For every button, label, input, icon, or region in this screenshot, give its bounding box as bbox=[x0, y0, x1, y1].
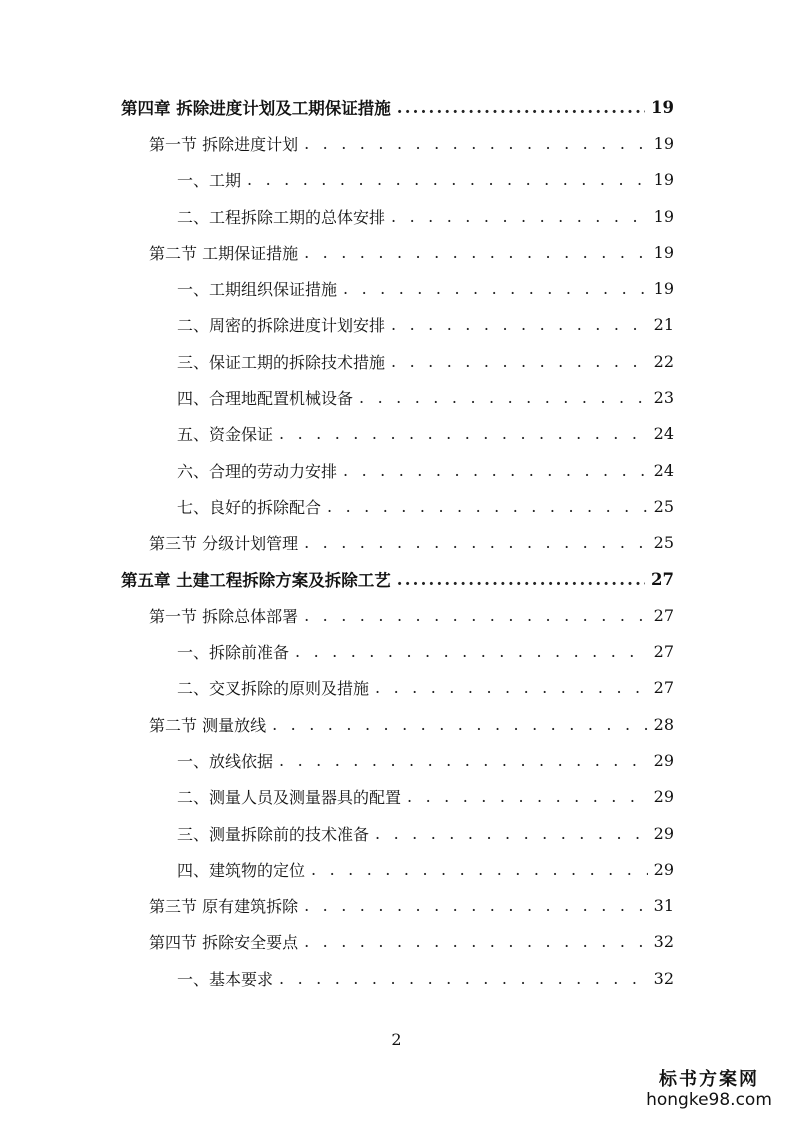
toc-subsection-entry[interactable] bbox=[0, 270, 793, 306]
toc-section-entry[interactable] bbox=[0, 888, 793, 924]
toc-dot-leader bbox=[304, 896, 648, 915]
toc-dot-leader bbox=[279, 969, 648, 988]
toc-entry-title: 第四章 拆除进度计划及工期保证措施 bbox=[121, 99, 391, 119]
toc-subsection-entry[interactable] bbox=[0, 452, 793, 488]
toc-entry-page: 25 bbox=[653, 533, 674, 553]
page-number: 2 bbox=[391, 1030, 402, 1049]
toc-entry-title: 第一节 拆除总体部署 bbox=[149, 606, 299, 626]
toc-entry-title: 一、放线依据 bbox=[177, 751, 274, 771]
toc-entry-title: 二、交叉拆除的原则及措施 bbox=[177, 679, 370, 699]
toc-entry-page: 27 bbox=[651, 569, 674, 589]
toc-entry-title: 四、合理地配置机械设备 bbox=[177, 389, 354, 409]
toc-subsection-entry[interactable] bbox=[0, 198, 793, 234]
toc-entry-page: 27 bbox=[653, 642, 674, 662]
toc-dot-leader bbox=[295, 642, 648, 661]
toc-dot-leader bbox=[279, 424, 648, 443]
toc-dot-leader bbox=[391, 315, 648, 334]
toc-entry-title: 第三节 原有建筑拆除 bbox=[149, 897, 299, 917]
toc-dot-leader bbox=[279, 751, 648, 770]
toc-entry-title: 二、周密的拆除进度计划安排 bbox=[177, 316, 386, 336]
toc-entry-title: 一、工期 bbox=[177, 171, 242, 191]
toc-entry-title: 三、测量拆除前的技术准备 bbox=[177, 824, 370, 844]
toc-entry-page: 24 bbox=[653, 424, 674, 444]
toc-subsection-entry[interactable] bbox=[0, 488, 793, 524]
toc-entry-page: 19 bbox=[653, 170, 674, 190]
toc-dot-leader bbox=[407, 787, 648, 806]
toc-dot-leader bbox=[343, 461, 648, 480]
toc-dot-leader bbox=[304, 606, 648, 625]
watermark-logo bbox=[639, 1070, 779, 1110]
toc-entry-title: 二、测量人员及测量器具的配置 bbox=[177, 788, 402, 808]
toc-subsection-entry[interactable] bbox=[0, 343, 793, 379]
toc-entry-page: 29 bbox=[653, 859, 674, 879]
toc-subsection-entry[interactable] bbox=[0, 960, 793, 996]
toc-subsection-entry[interactable] bbox=[0, 416, 793, 452]
toc-subsection-entry[interactable] bbox=[0, 742, 793, 778]
toc-entry-title: 六、合理的劳动力安排 bbox=[177, 461, 338, 481]
toc-entry-page: 22 bbox=[653, 351, 674, 371]
toc-section-entry[interactable] bbox=[0, 125, 793, 161]
toc-dot-leader bbox=[397, 98, 645, 117]
toc-dot-leader bbox=[311, 860, 648, 879]
table-of-contents bbox=[0, 89, 793, 996]
toc-section-entry[interactable] bbox=[0, 706, 793, 742]
toc-entry-page: 25 bbox=[653, 496, 674, 516]
toc-entry-title: 七、良好的拆除配合 bbox=[177, 497, 322, 517]
toc-dot-leader bbox=[343, 279, 648, 298]
toc-entry-page: 23 bbox=[653, 388, 674, 408]
toc-subsection-entry[interactable] bbox=[0, 162, 793, 198]
toc-entry-page: 19 bbox=[653, 133, 674, 153]
toc-entry-title: 第四节 拆除安全要点 bbox=[149, 933, 299, 953]
toc-section-entry[interactable] bbox=[0, 234, 793, 270]
toc-subsection-entry[interactable] bbox=[0, 307, 793, 343]
toc-entry-page: 32 bbox=[653, 932, 674, 952]
toc-entry-title: 第一节 拆除进度计划 bbox=[149, 134, 299, 154]
toc-dot-leader bbox=[304, 243, 648, 262]
toc-subsection-entry[interactable] bbox=[0, 379, 793, 415]
toc-entry-title: 一、拆除前准备 bbox=[177, 643, 290, 663]
toc-entry-page: 27 bbox=[653, 605, 674, 625]
toc-entry-title: 第三节 分级计划管理 bbox=[149, 534, 299, 554]
toc-dot-leader bbox=[391, 352, 648, 371]
toc-dot-leader bbox=[327, 497, 648, 516]
toc-subsection-entry[interactable] bbox=[0, 851, 793, 887]
toc-entry-title: 三、保证工期的拆除技术措施 bbox=[177, 352, 386, 372]
toc-subsection-entry[interactable] bbox=[0, 779, 793, 815]
toc-entry-title: 四、建筑物的定位 bbox=[177, 860, 306, 880]
toc-chapter-entry[interactable] bbox=[0, 561, 793, 597]
toc-entry-page: 19 bbox=[651, 97, 674, 117]
toc-entry-title: 一、基本要求 bbox=[177, 969, 274, 989]
toc-dot-leader bbox=[375, 824, 648, 843]
toc-entry-title: 第二节 测量放线 bbox=[149, 715, 267, 735]
toc-entry-page: 24 bbox=[653, 460, 674, 480]
toc-entry-title: 一、工期组织保证措施 bbox=[177, 280, 338, 300]
toc-entry-page: 29 bbox=[653, 787, 674, 807]
toc-dot-leader bbox=[247, 170, 648, 189]
toc-subsection-entry[interactable] bbox=[0, 633, 793, 669]
toc-entry-page: 29 bbox=[653, 750, 674, 770]
toc-entry-page: 19 bbox=[653, 242, 674, 262]
toc-subsection-entry[interactable] bbox=[0, 815, 793, 851]
toc-chapter-entry[interactable] bbox=[0, 89, 793, 125]
toc-entry-page: 29 bbox=[653, 823, 674, 843]
toc-entry-page: 19 bbox=[653, 279, 674, 299]
toc-subsection-entry[interactable] bbox=[0, 670, 793, 706]
watermark-site-name: 标书方案网 bbox=[659, 1069, 759, 1090]
toc-dot-leader bbox=[397, 570, 645, 589]
toc-entry-title: 第二节 工期保证措施 bbox=[149, 243, 299, 263]
toc-dot-leader bbox=[391, 207, 648, 226]
toc-entry-title: 二、工程拆除工期的总体安排 bbox=[177, 207, 386, 227]
toc-entry-page: 28 bbox=[653, 714, 674, 734]
toc-entry-page: 21 bbox=[653, 315, 674, 335]
toc-dot-leader bbox=[375, 678, 648, 697]
toc-section-entry[interactable] bbox=[0, 924, 793, 960]
toc-dot-leader bbox=[304, 533, 648, 552]
toc-entry-title: 五、资金保证 bbox=[177, 425, 274, 445]
watermark-url: hongke98.com bbox=[646, 1090, 772, 1110]
toc-section-entry[interactable] bbox=[0, 525, 793, 561]
toc-section-entry[interactable] bbox=[0, 597, 793, 633]
toc-entry-page: 27 bbox=[653, 678, 674, 698]
toc-entry-page: 19 bbox=[653, 206, 674, 226]
toc-entry-page: 31 bbox=[653, 896, 674, 916]
toc-dot-leader bbox=[304, 134, 648, 153]
toc-dot-leader bbox=[359, 388, 648, 407]
toc-dot-leader bbox=[304, 932, 648, 951]
toc-dot-leader bbox=[272, 715, 648, 734]
toc-entry-page: 32 bbox=[653, 968, 674, 988]
toc-entry-title: 第五章 土建工程拆除方案及拆除工艺 bbox=[121, 571, 391, 590]
